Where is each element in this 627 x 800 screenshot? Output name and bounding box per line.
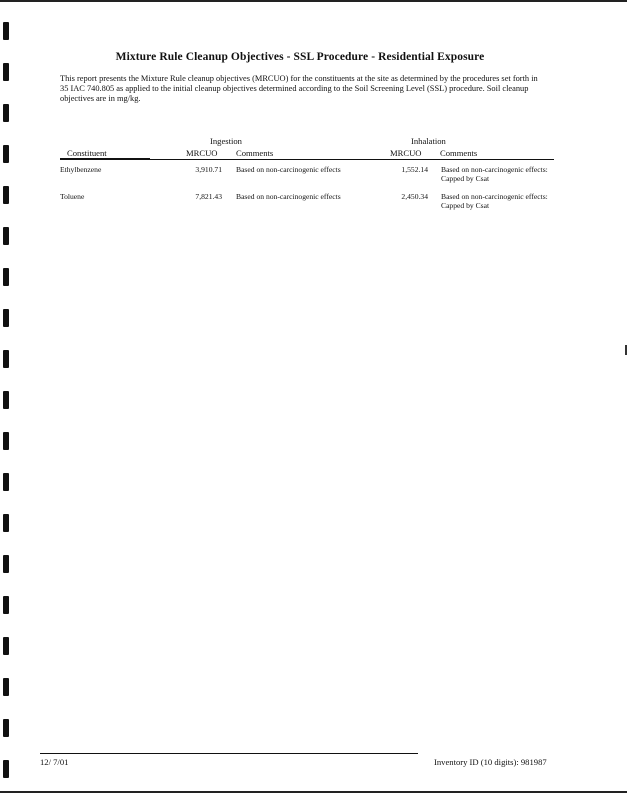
binder-hole-mark: [3, 637, 9, 655]
binder-hole-mark: [3, 22, 9, 40]
header-rule: [60, 159, 554, 160]
binder-hole-mark: [3, 350, 9, 368]
binder-hole-mark: [3, 63, 9, 81]
binder-hole-mark: [3, 309, 9, 327]
binder-hole-mark: [3, 760, 9, 778]
report-title: Mixture Rule Cleanup Objectives - SSL Procedure - Residential Exposure: [115, 51, 485, 63]
ingestion-mrcuo-column-header: MRCUO: [186, 148, 218, 158]
binder-hole-mark: [3, 268, 9, 286]
constituent-column-header: Constituent: [67, 148, 107, 158]
binder-hole-mark: [3, 432, 9, 450]
binder-hole-mark: [3, 104, 9, 122]
binder-hole-mark: [3, 186, 9, 204]
row-inhalation-mrcuo: 2,450.34: [401, 192, 428, 201]
ingestion-comments-column-header: Comments: [236, 148, 274, 158]
row-ingestion-mrcuo: 7,821.43: [195, 192, 222, 201]
row-inhalation-mrcuo: 1,552.14: [401, 165, 428, 174]
binder-hole-mark: [3, 596, 9, 614]
binder-hole-mark: [3, 473, 9, 491]
scan-bottom-edge: [0, 791, 627, 793]
binder-hole-mark: [3, 719, 9, 737]
inhalation-mrcuo-column-header: MRCUO: [390, 148, 422, 158]
binder-hole-mark: [3, 678, 9, 696]
row-ingestion-mrcuo: 3,910.71: [195, 165, 222, 174]
footer-inventory-id: Inventory ID (10 digits): 981987: [434, 757, 547, 767]
inhalation-comments-column-header: Comments: [440, 148, 478, 158]
row-inhalation-comment: Based on non-carcinogenic effects: Capped by Csat: [441, 192, 548, 210]
inhalation-group-header: Inhalation: [411, 136, 446, 146]
binder-hole-mark: [3, 391, 9, 409]
binder-hole-mark: [3, 514, 9, 532]
row-constituent: Ethylbenzene: [60, 165, 102, 174]
row-ingestion-comment: Based on non-carcinogenic effects: [236, 165, 341, 174]
footer-rule: [40, 753, 418, 754]
binder-hole-mark: [3, 555, 9, 573]
binder-hole-mark: [3, 145, 9, 163]
scan-top-edge: [0, 0, 627, 2]
row-constituent: Toluene: [60, 192, 85, 201]
row-inhalation-comment: Based on non-carcinogenic effects: Capped by Csat: [441, 165, 548, 183]
footer-date: 12/ 7/01: [40, 757, 69, 767]
intro-paragraph: This report presents the Mixture Rule cleanup objectives (MRCUO) for the constituents at the site as determined by the procedures set forth in 35 IAC 740.805 as applied to the initial cleanup objectives determined according to the Soil Screening Level (SSL) procedure. Soil cleanup objectives are in mg/kg.: [60, 74, 538, 103]
ingestion-group-header: Ingestion: [210, 136, 242, 146]
binder-hole-mark: [3, 227, 9, 245]
row-ingestion-comment: Based on non-carcinogenic effects: [236, 192, 341, 201]
